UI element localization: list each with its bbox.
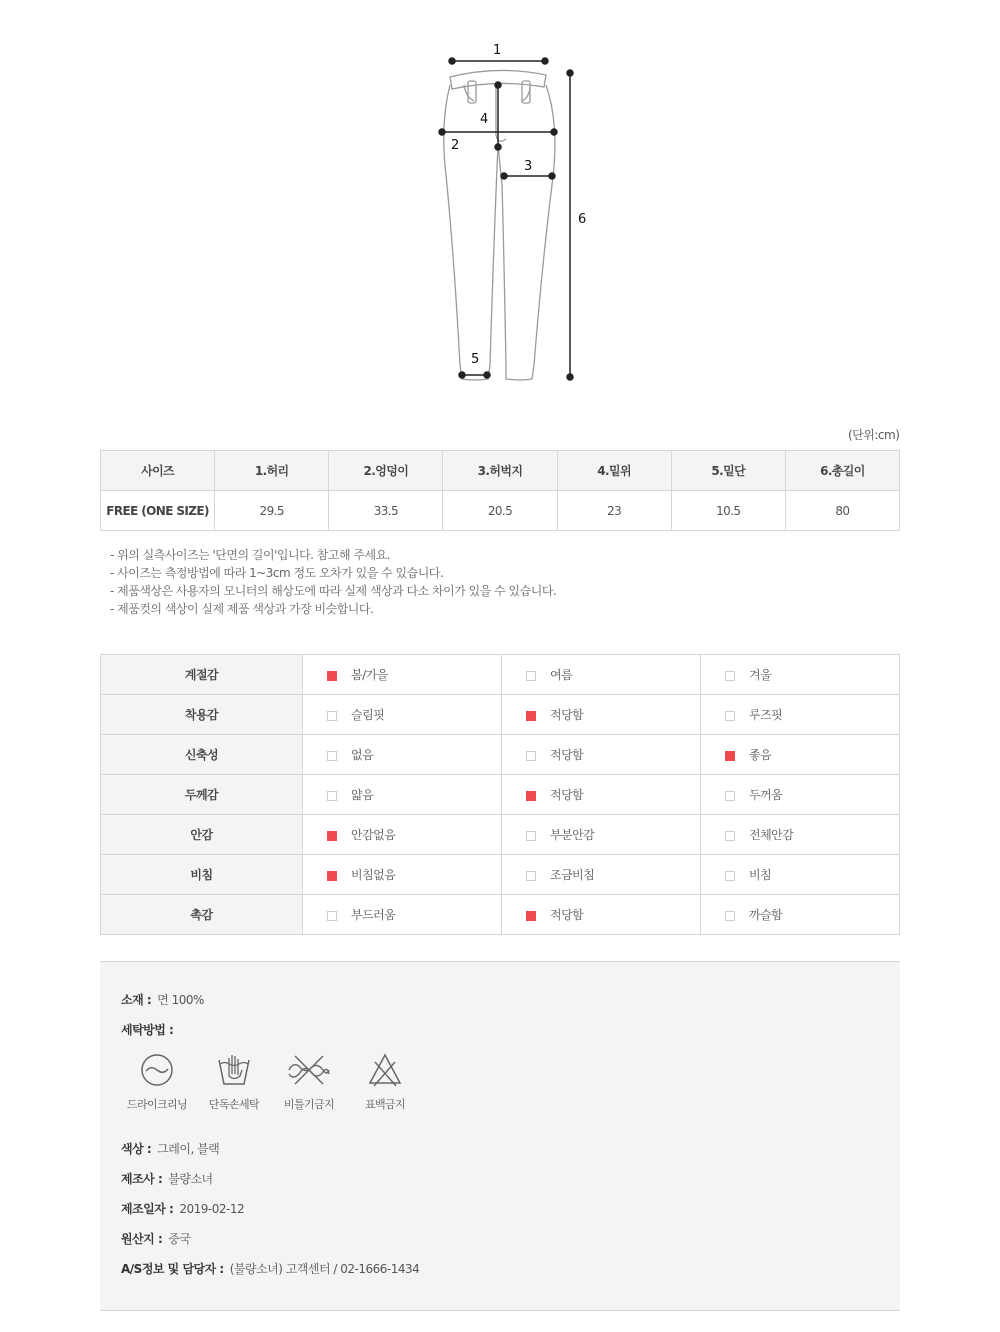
attribute-option bbox=[303, 775, 502, 815]
attribute-option-label: 전체안감 bbox=[749, 828, 794, 842]
attribute-option bbox=[303, 815, 502, 855]
attribute-option-label: 비침없음 bbox=[351, 868, 396, 882]
attribute-option-label: 부드러움 bbox=[351, 908, 396, 922]
size-header-cell: 사이즈 bbox=[101, 451, 215, 491]
unchecked-box-icon bbox=[725, 871, 735, 881]
checked-box-icon bbox=[327, 831, 337, 841]
size-header-cell: 5.밑단 bbox=[671, 451, 785, 491]
attribute-label: 신축성 bbox=[101, 735, 303, 775]
diagram-label-4: 4 bbox=[480, 112, 489, 127]
care-item bbox=[269, 1052, 349, 1112]
size-cell: 20.5 bbox=[443, 491, 557, 531]
unchecked-box-icon bbox=[725, 791, 735, 801]
unchecked-box-icon bbox=[327, 751, 337, 761]
size-header-cell: 1.허리 bbox=[215, 451, 329, 491]
unchecked-box-icon bbox=[327, 911, 337, 921]
attribute-option-label: 없음 bbox=[351, 748, 374, 762]
attribute-option-label: 두꺼움 bbox=[749, 788, 783, 802]
unchecked-box-icon bbox=[327, 711, 337, 721]
attribute-option bbox=[502, 735, 701, 775]
checked-box-icon bbox=[327, 871, 337, 881]
origin-row bbox=[121, 1230, 190, 1247]
size-cell: 33.5 bbox=[329, 491, 443, 531]
attribute-option-label: 부분안감 bbox=[550, 828, 595, 842]
product-info-panel bbox=[100, 961, 900, 1311]
size-cell: 80 bbox=[785, 491, 899, 531]
table-row bbox=[101, 775, 900, 815]
attribute-option-label: 봄/가을 bbox=[351, 668, 388, 682]
size-table bbox=[100, 450, 900, 531]
size-notes bbox=[110, 546, 556, 618]
table-row bbox=[101, 655, 900, 695]
attribute-table bbox=[100, 654, 900, 935]
attribute-option-label: 까슬함 bbox=[749, 908, 783, 922]
attribute-option bbox=[502, 895, 701, 935]
no-bleach-icon bbox=[367, 1052, 403, 1088]
as-label: A/S정보 및 담당자 : bbox=[121, 1262, 224, 1276]
hand-wash-icon bbox=[216, 1052, 252, 1088]
table-row bbox=[101, 695, 900, 735]
table-row bbox=[101, 855, 900, 895]
dry-clean-icon bbox=[139, 1052, 175, 1088]
size-header-cell: 3.허벅지 bbox=[443, 451, 557, 491]
unchecked-box-icon bbox=[526, 751, 536, 761]
care-label: 비틀기금지 bbox=[283, 1098, 335, 1111]
checked-box-icon bbox=[725, 751, 735, 761]
note-line: - 위의 실측사이즈는 '단면의 길이'입니다. 참고해 주세요. bbox=[110, 548, 390, 562]
attribute-label: 촉감 bbox=[101, 895, 303, 935]
attribute-option-label: 얇음 bbox=[351, 788, 374, 802]
checked-box-icon bbox=[526, 911, 536, 921]
unchecked-box-icon bbox=[725, 831, 735, 841]
attribute-option-label: 여름 bbox=[550, 668, 573, 682]
size-header-cell: 4.밑위 bbox=[557, 451, 671, 491]
attribute-option bbox=[303, 735, 502, 775]
attribute-option bbox=[701, 895, 900, 935]
pants-size-diagram bbox=[430, 35, 590, 390]
washing-label: 세탁방법 : bbox=[121, 1023, 174, 1037]
attribute-option bbox=[303, 855, 502, 895]
maker-value: 불량소녀 bbox=[168, 1172, 213, 1186]
size-table-header bbox=[101, 451, 900, 491]
attribute-option-label: 좋음 bbox=[749, 748, 772, 762]
attribute-option-label: 조금비침 bbox=[550, 868, 595, 882]
attribute-label: 안감 bbox=[101, 815, 303, 855]
attribute-option bbox=[701, 775, 900, 815]
care-label: 단독손세탁 bbox=[208, 1098, 260, 1111]
size-cell: 23 bbox=[557, 491, 671, 531]
attribute-label: 비침 bbox=[101, 855, 303, 895]
attribute-option-label: 적당함 bbox=[550, 908, 584, 922]
care-label: 표백금지 bbox=[364, 1098, 406, 1111]
pants-outline bbox=[430, 35, 590, 390]
date-value: 2019-02-12 bbox=[179, 1202, 245, 1216]
checked-box-icon bbox=[327, 671, 337, 681]
attribute-option-label: 비침 bbox=[749, 868, 772, 882]
size-cell: 29.5 bbox=[215, 491, 329, 531]
material-value: 면 100% bbox=[157, 993, 204, 1007]
diagram-label-5: 5 bbox=[471, 352, 480, 367]
unchecked-box-icon bbox=[526, 871, 536, 881]
attribute-label: 착용감 bbox=[101, 695, 303, 735]
diagram-label-1: 1 bbox=[493, 43, 502, 58]
diagram-label-2: 2 bbox=[451, 138, 460, 153]
unchecked-box-icon bbox=[526, 831, 536, 841]
maker-row bbox=[121, 1170, 213, 1187]
attribute-option-label: 적당함 bbox=[550, 708, 584, 722]
attribute-label: 두께감 bbox=[101, 775, 303, 815]
table-row bbox=[101, 735, 900, 775]
washing-row bbox=[121, 1021, 179, 1038]
as-value: (불량소녀) 고객센터 / 02-1666-1434 bbox=[229, 1262, 420, 1276]
unit-note: (단위:cm) bbox=[848, 428, 900, 442]
no-wring-icon bbox=[287, 1052, 331, 1088]
unchecked-box-icon bbox=[725, 911, 735, 921]
unchecked-box-icon bbox=[327, 791, 337, 801]
note-line: - 제품색상은 사용자의 모니터의 해상도에 따라 실제 색상과 다소 차이가 있을 수 있습니다. bbox=[110, 584, 557, 598]
color-row bbox=[121, 1140, 219, 1157]
attribute-option bbox=[701, 735, 900, 775]
attribute-option-label: 안감없음 bbox=[351, 828, 396, 842]
date-row bbox=[121, 1200, 244, 1217]
size-header-cell: 6.총길이 bbox=[785, 451, 899, 491]
care-item bbox=[345, 1052, 425, 1112]
date-label: 제조일자 : bbox=[121, 1202, 174, 1216]
attribute-option bbox=[502, 775, 701, 815]
attribute-option bbox=[701, 695, 900, 735]
maker-label: 제조사 : bbox=[121, 1172, 163, 1186]
unchecked-box-icon bbox=[526, 671, 536, 681]
unchecked-box-icon bbox=[725, 671, 735, 681]
care-item bbox=[117, 1052, 197, 1112]
care-label: 드라이크리닝 bbox=[126, 1098, 188, 1111]
origin-label: 원산지 : bbox=[121, 1232, 163, 1246]
attribute-option bbox=[303, 895, 502, 935]
diagram-label-6: 6 bbox=[578, 212, 587, 227]
attribute-option-label: 루즈핏 bbox=[749, 708, 783, 722]
checked-box-icon bbox=[526, 791, 536, 801]
checked-box-icon bbox=[526, 711, 536, 721]
attribute-option-label: 겨울 bbox=[749, 668, 772, 682]
attribute-option-label: 슬림핏 bbox=[351, 708, 385, 722]
attribute-option bbox=[502, 815, 701, 855]
attribute-option bbox=[303, 695, 502, 735]
size-header-cell: 2.엉덩이 bbox=[329, 451, 443, 491]
attribute-option bbox=[502, 855, 701, 895]
origin-value: 중국 bbox=[168, 1232, 191, 1246]
diagram-label-3: 3 bbox=[524, 159, 533, 174]
note-line: - 사이즈는 측정방법에 따라 1~3cm 정도 오차가 있을 수 있습니다. bbox=[110, 566, 444, 580]
attribute-option bbox=[701, 655, 900, 695]
table-row bbox=[101, 815, 900, 855]
size-cell: FREE (ONE SIZE) bbox=[101, 491, 215, 531]
care-item bbox=[194, 1052, 274, 1112]
unchecked-box-icon bbox=[725, 711, 735, 721]
table-row bbox=[101, 895, 900, 935]
attribute-option-label: 적당함 bbox=[550, 748, 584, 762]
attribute-label: 계절감 bbox=[101, 655, 303, 695]
attribute-option-label: 적당함 bbox=[550, 788, 584, 802]
attribute-option bbox=[303, 655, 502, 695]
material-label: 소재 : bbox=[121, 993, 152, 1007]
attribute-option bbox=[502, 655, 701, 695]
attribute-option bbox=[701, 815, 900, 855]
attribute-option bbox=[502, 695, 701, 735]
table-row bbox=[101, 491, 900, 531]
size-cell: 10.5 bbox=[671, 491, 785, 531]
material-row bbox=[121, 991, 204, 1008]
note-line: - 제품컷의 색상이 실제 제품 색상과 가장 비슷합니다. bbox=[110, 602, 374, 616]
as-row bbox=[121, 1260, 419, 1277]
color-label: 색상 : bbox=[121, 1142, 152, 1156]
color-value: 그레이, 블랙 bbox=[157, 1142, 220, 1156]
attribute-option bbox=[701, 855, 900, 895]
